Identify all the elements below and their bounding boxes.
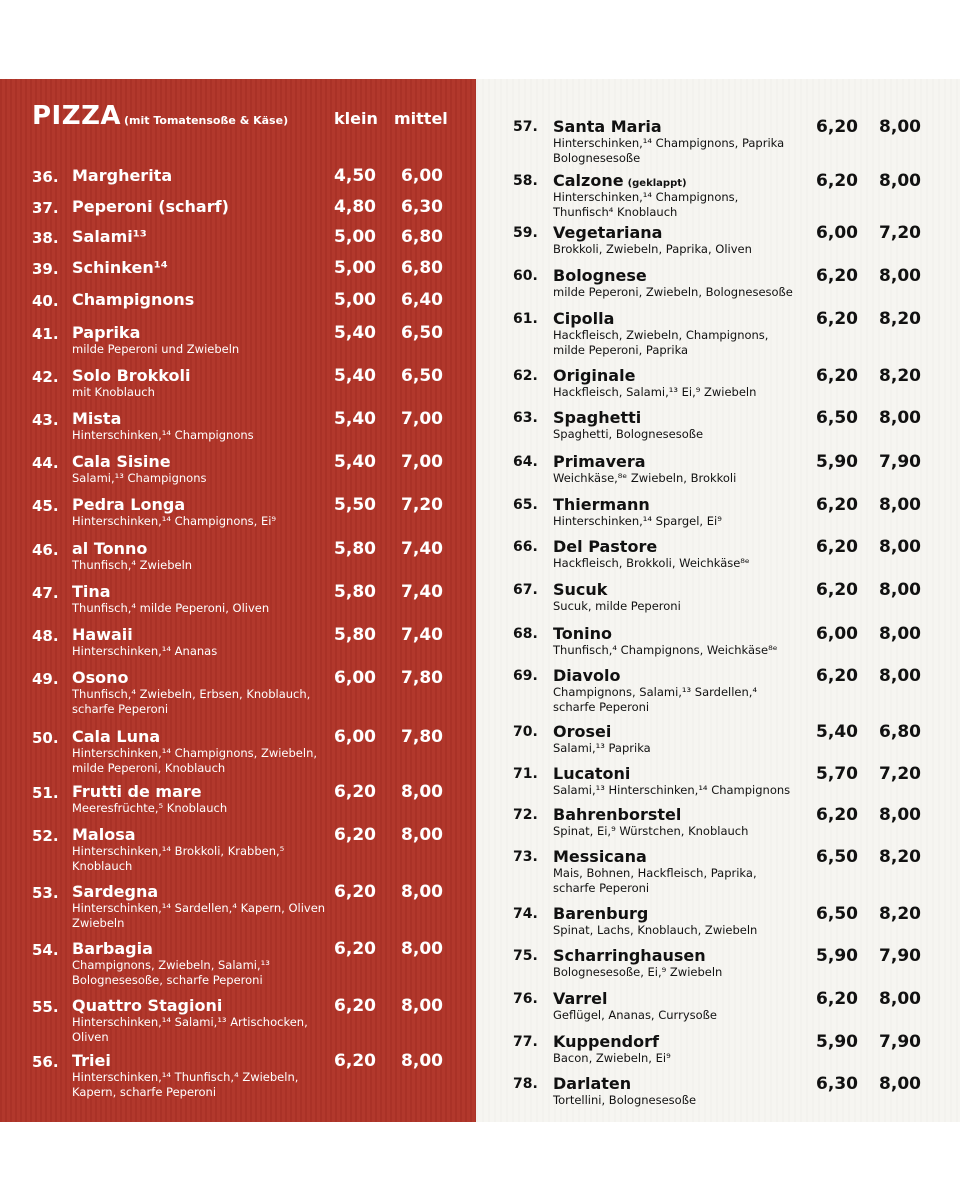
column-label-medium: mittel (394, 109, 448, 128)
item-description: Sucuk, milde Peperoni (553, 599, 681, 613)
item-number: 59. (513, 225, 538, 241)
price-small: 6,00 (816, 624, 858, 644)
price-small: 5,70 (816, 764, 858, 784)
item-name: Cala Luna (72, 727, 161, 746)
item-description: Hinterschinken,¹⁴ Champignons, Paprika Bolognesesoße (553, 136, 785, 165)
item-number: 73. (513, 849, 538, 865)
item-name-note: (geklappt) (627, 178, 687, 189)
pizza-menu (0, 79, 960, 1122)
item-description: Hinterschinken,¹⁴ Sardellen,⁴ Kapern, Oliven Zwiebeln (72, 901, 326, 930)
price-small: 5,40 (334, 409, 376, 429)
item-description: Salami,¹³ Hinterschinken,¹⁴ Champignons (553, 783, 791, 797)
item-name: Triei (72, 1051, 111, 1070)
price-medium: 8,00 (879, 408, 921, 428)
item-description: Thunfisch,⁴ milde Peperoni, Oliven (72, 601, 270, 615)
item-description: Hinterschinken,¹⁴ Champignons (72, 428, 254, 442)
item-number: 48. (32, 627, 59, 645)
price-small: 5,80 (334, 539, 376, 559)
item-description: Hinterschinken,¹⁴ Brokkoli, Krabben,⁵ Knoblauch (72, 844, 285, 873)
item-number: 63. (513, 410, 538, 426)
item-description: Hackfleisch, Zwiebeln, Champignons, milde Peperoni, Paprika (553, 328, 769, 357)
price-small: 6,20 (816, 580, 858, 600)
item-description: Hinterschinken,¹⁴ Champignons, Thunfisch⁴ Knoblauch (553, 190, 739, 219)
item-name: Hawaii (72, 625, 133, 644)
price-small: 5,50 (334, 495, 376, 515)
price-small: 5,40 (816, 722, 858, 742)
price-medium: 7,20 (879, 764, 921, 784)
item-description: Spinat, Lachs, Knoblauch, Zwiebeln (553, 923, 758, 937)
menu-title: PIZZA (32, 101, 122, 131)
price-medium: 7,90 (879, 946, 921, 966)
item-name: Tina (72, 582, 111, 601)
item-description: Geflügel, Ananas, Currysoße (553, 1008, 717, 1022)
item-name: Paprika (72, 323, 141, 342)
item-name: Barbagia (72, 939, 153, 958)
item-description: Hinterschinken,¹⁴ Ananas (72, 644, 218, 658)
item-number: 65. (513, 497, 538, 513)
item-name: Pedra Longa (72, 495, 186, 514)
item-description: mit Knoblauch (72, 385, 155, 399)
item-name: Tonino (553, 624, 613, 643)
item-number: 49. (32, 670, 59, 688)
item-number: 75. (513, 948, 538, 964)
item-number: 39. (32, 260, 59, 278)
item-description: Bacon, Zwiebeln, Ei⁹ (553, 1051, 671, 1065)
item-number: 38. (32, 229, 59, 247)
price-medium: 8,20 (879, 309, 921, 329)
item-number: 77. (513, 1034, 538, 1050)
item-number: 36. (32, 168, 59, 186)
price-small: 6,20 (816, 117, 858, 137)
price-small: 6,20 (816, 171, 858, 191)
item-description: Tortellini, Bolognesesoße (553, 1093, 697, 1107)
price-medium: 8,20 (879, 847, 921, 867)
item-name: Kuppendorf (553, 1032, 659, 1051)
item-description: Thunfisch,⁴ Zwiebeln, Erbsen, Knoblauch, scharfe Peperoni (72, 687, 311, 716)
price-small: 5,80 (334, 625, 376, 645)
item-name: Cala Sisine (72, 452, 171, 471)
item-description: Brokkoli, Zwiebeln, Paprika, Oliven (553, 242, 752, 256)
price-small: 5,90 (816, 452, 858, 472)
item-name: Malosa (72, 825, 136, 844)
item-name: Barenburg (553, 904, 649, 923)
item-description: Weichkäse,⁸ᵉ Zwiebeln, Brokkoli (553, 471, 737, 485)
item-number: 37. (32, 199, 59, 217)
price-small: 6,20 (816, 537, 858, 557)
item-name: Vegetariana (553, 223, 663, 242)
item-name: Orosei (553, 722, 612, 741)
item-name: Sardegna (72, 882, 159, 901)
price-medium: 7,00 (401, 452, 443, 472)
item-number: 78. (513, 1076, 538, 1092)
item-name: Salami¹³ (72, 227, 147, 246)
price-medium: 8,00 (879, 495, 921, 515)
price-small: 6,20 (816, 309, 858, 329)
menu-header (32, 101, 452, 137)
column-label-small: klein (334, 109, 378, 128)
item-description: Bolognesesoße, Ei,⁹ Zwiebeln (553, 965, 723, 979)
item-description: Mais, Bohnen, Hackfleisch, Paprika, scharfe Peperoni (553, 866, 757, 895)
item-number: 68. (513, 626, 538, 642)
item-number: 62. (513, 368, 538, 384)
price-medium: 8,20 (879, 904, 921, 924)
price-medium: 6,80 (401, 227, 443, 247)
price-medium: 8,00 (879, 666, 921, 686)
price-small: 6,30 (816, 1074, 858, 1094)
item-name: Bahrenborstel (553, 805, 682, 824)
item-number: 51. (32, 784, 59, 802)
price-medium: 8,00 (879, 989, 921, 1009)
price-small: 6,20 (334, 1051, 376, 1071)
item-name: Thiermann (553, 495, 650, 514)
item-name: Santa Maria (553, 117, 662, 136)
item-number: 76. (513, 991, 538, 1007)
price-small: 6,20 (816, 366, 858, 386)
item-number: 55. (32, 998, 59, 1016)
item-name: Lucatoni (553, 764, 631, 783)
item-description: Champignons, Salami,¹³ Sardellen,⁴ scharfe Peperoni (553, 685, 758, 714)
price-medium: 6,80 (401, 258, 443, 278)
item-name: Spaghetti (553, 408, 642, 427)
price-medium: 8,00 (879, 805, 921, 825)
item-name: Quattro Stagioni (72, 996, 223, 1015)
price-medium: 7,40 (401, 625, 443, 645)
price-medium: 6,00 (401, 166, 443, 186)
price-small: 5,40 (334, 452, 376, 472)
item-number: 70. (513, 724, 538, 740)
price-small: 6,20 (816, 495, 858, 515)
item-description: Hinterschinken,¹⁴ Thunfisch,⁴ Zwiebeln, Kapern, scharfe Peperoni (72, 1070, 299, 1099)
item-description: milde Peperoni, Zwiebeln, Bolognesesoße (553, 285, 793, 299)
item-description: Salami,¹³ Champignons (72, 471, 207, 485)
item-name: Schinken¹⁴ (72, 258, 168, 277)
item-name: Osono (72, 668, 129, 687)
price-medium: 7,90 (879, 452, 921, 472)
item-description: Spaghetti, Bolognesesoße (553, 427, 704, 441)
price-small: 5,00 (334, 227, 376, 247)
item-name: Sucuk (553, 580, 608, 599)
price-medium: 6,40 (401, 290, 443, 310)
price-medium: 8,00 (401, 1051, 443, 1071)
price-medium: 8,00 (879, 537, 921, 557)
item-number: 72. (513, 807, 538, 823)
price-small: 6,20 (334, 882, 376, 902)
price-small: 5,40 (334, 323, 376, 343)
item-number: 57. (513, 119, 538, 135)
item-description: Meeresfrüchte,⁵ Knoblauch (72, 801, 228, 815)
price-medium: 6,50 (401, 366, 443, 386)
price-medium: 8,00 (879, 624, 921, 644)
price-small: 6,20 (816, 666, 858, 686)
menu-left-column (0, 79, 476, 1122)
item-name: Messicana (553, 847, 647, 866)
item-description: Champignons, Zwiebeln, Salami,¹³ Bolognesesoße, scharfe Peperoni (72, 958, 270, 987)
price-medium: 6,30 (401, 197, 443, 217)
price-small: 6,20 (816, 989, 858, 1009)
price-small: 6,20 (334, 825, 376, 845)
price-small: 6,00 (334, 727, 376, 747)
item-description: milde Peperoni und Zwiebeln (72, 342, 240, 356)
item-description: Hinterschinken,¹⁴ Champignons, Ei⁹ (72, 514, 277, 528)
item-name: Peperoni (scharf) (72, 197, 229, 216)
item-number: 64. (513, 454, 538, 470)
price-medium: 8,00 (401, 825, 443, 845)
price-small: 5,40 (334, 366, 376, 386)
price-small: 6,00 (334, 668, 376, 688)
price-medium: 7,80 (401, 727, 443, 747)
item-name: Scharringhausen (553, 946, 706, 965)
price-medium: 8,00 (879, 1074, 921, 1094)
price-medium: 7,20 (401, 495, 443, 515)
price-small: 6,00 (816, 223, 858, 243)
item-number: 60. (513, 268, 538, 284)
price-small: 6,50 (816, 408, 858, 428)
item-number: 61. (513, 311, 538, 327)
price-small: 6,20 (334, 939, 376, 959)
item-number: 74. (513, 906, 538, 922)
price-medium: 8,20 (879, 366, 921, 386)
item-number: 45. (32, 497, 59, 515)
price-small: 5,90 (816, 946, 858, 966)
item-number: 42. (32, 368, 59, 386)
item-name: Bolognese (553, 266, 647, 285)
menu-right-column (476, 79, 960, 1122)
item-description: Salami,¹³ Paprika (553, 741, 651, 755)
price-medium: 7,80 (401, 668, 443, 688)
item-number: 47. (32, 584, 59, 602)
item-name: Originale (553, 366, 636, 385)
item-number: 53. (32, 884, 59, 902)
price-medium: 7,40 (401, 582, 443, 602)
price-small: 6,20 (334, 996, 376, 1016)
item-number: 41. (32, 325, 59, 343)
price-small: 5,00 (334, 258, 376, 278)
item-number: 67. (513, 582, 538, 598)
item-number: 56. (32, 1053, 59, 1071)
price-small: 5,00 (334, 290, 376, 310)
price-medium: 7,20 (879, 223, 921, 243)
price-medium: 7,40 (401, 539, 443, 559)
item-name: Diavolo (553, 666, 621, 685)
item-description: Hinterschinken,¹⁴ Spargel, Ei⁹ (553, 514, 722, 528)
item-name: Champignons (72, 290, 195, 309)
item-description: Thunfisch,⁴ Zwiebeln (72, 558, 193, 572)
item-name: al Tonno (72, 539, 148, 558)
item-description: Hinterschinken,¹⁴ Champignons, Zwiebeln, milde Peperoni, Knoblauch (72, 746, 318, 775)
price-small: 6,20 (334, 782, 376, 802)
item-number: 71. (513, 766, 538, 782)
price-medium: 8,00 (401, 939, 443, 959)
price-medium: 8,00 (401, 996, 443, 1016)
item-name: Del Pastore (553, 537, 658, 556)
item-name: Mista (72, 409, 122, 428)
item-description: Hinterschinken,¹⁴ Salami,¹³ Artischocken, Oliven (72, 1015, 308, 1044)
price-medium: 8,00 (879, 266, 921, 286)
item-name: Calzone (geklappt) (553, 171, 687, 190)
item-number: 40. (32, 292, 59, 310)
price-small: 5,90 (816, 1032, 858, 1052)
item-number: 43. (32, 411, 59, 429)
price-small: 6,20 (816, 805, 858, 825)
price-medium: 8,00 (401, 782, 443, 802)
price-small: 5,80 (334, 582, 376, 602)
price-medium: 6,80 (879, 722, 921, 742)
item-name: Solo Brokkoli (72, 366, 191, 385)
menu-subtitle: (mit Tomatensoße & Käse) (124, 114, 289, 127)
item-name: Frutti de mare (72, 782, 202, 801)
item-name: Darlaten (553, 1074, 632, 1093)
item-number: 44. (32, 454, 59, 472)
item-name: Primavera (553, 452, 646, 471)
item-number: 58. (513, 173, 538, 189)
item-name: Cipolla (553, 309, 615, 328)
item-description: Thunfisch,⁴ Champignons, Weichkäse⁸ᵉ (553, 643, 778, 657)
item-description: Hackfleisch, Salami,¹³ Ei,⁹ Zwiebeln (553, 385, 757, 399)
price-medium: 8,00 (879, 171, 921, 191)
item-number: 52. (32, 827, 59, 845)
price-small: 6,50 (816, 847, 858, 867)
price-medium: 8,00 (401, 882, 443, 902)
item-number: 66. (513, 539, 538, 555)
item-description: Spinat, Ei,⁹ Würstchen, Knoblauch (553, 824, 749, 838)
price-medium: 7,90 (879, 1032, 921, 1052)
item-name: Margherita (72, 166, 173, 185)
item-name: Varrel (553, 989, 608, 1008)
price-small: 4,50 (334, 166, 376, 186)
price-small: 6,20 (816, 266, 858, 286)
price-medium: 8,00 (879, 117, 921, 137)
item-number: 50. (32, 729, 59, 747)
item-number: 46. (32, 541, 59, 559)
price-medium: 6,50 (401, 323, 443, 343)
price-small: 6,50 (816, 904, 858, 924)
price-medium: 7,00 (401, 409, 443, 429)
item-number: 54. (32, 941, 59, 959)
item-description: Hackfleisch, Brokkoli, Weichkäse⁸ᵉ (553, 556, 750, 570)
item-number: 69. (513, 668, 538, 684)
price-small: 4,80 (334, 197, 376, 217)
price-medium: 8,00 (879, 580, 921, 600)
